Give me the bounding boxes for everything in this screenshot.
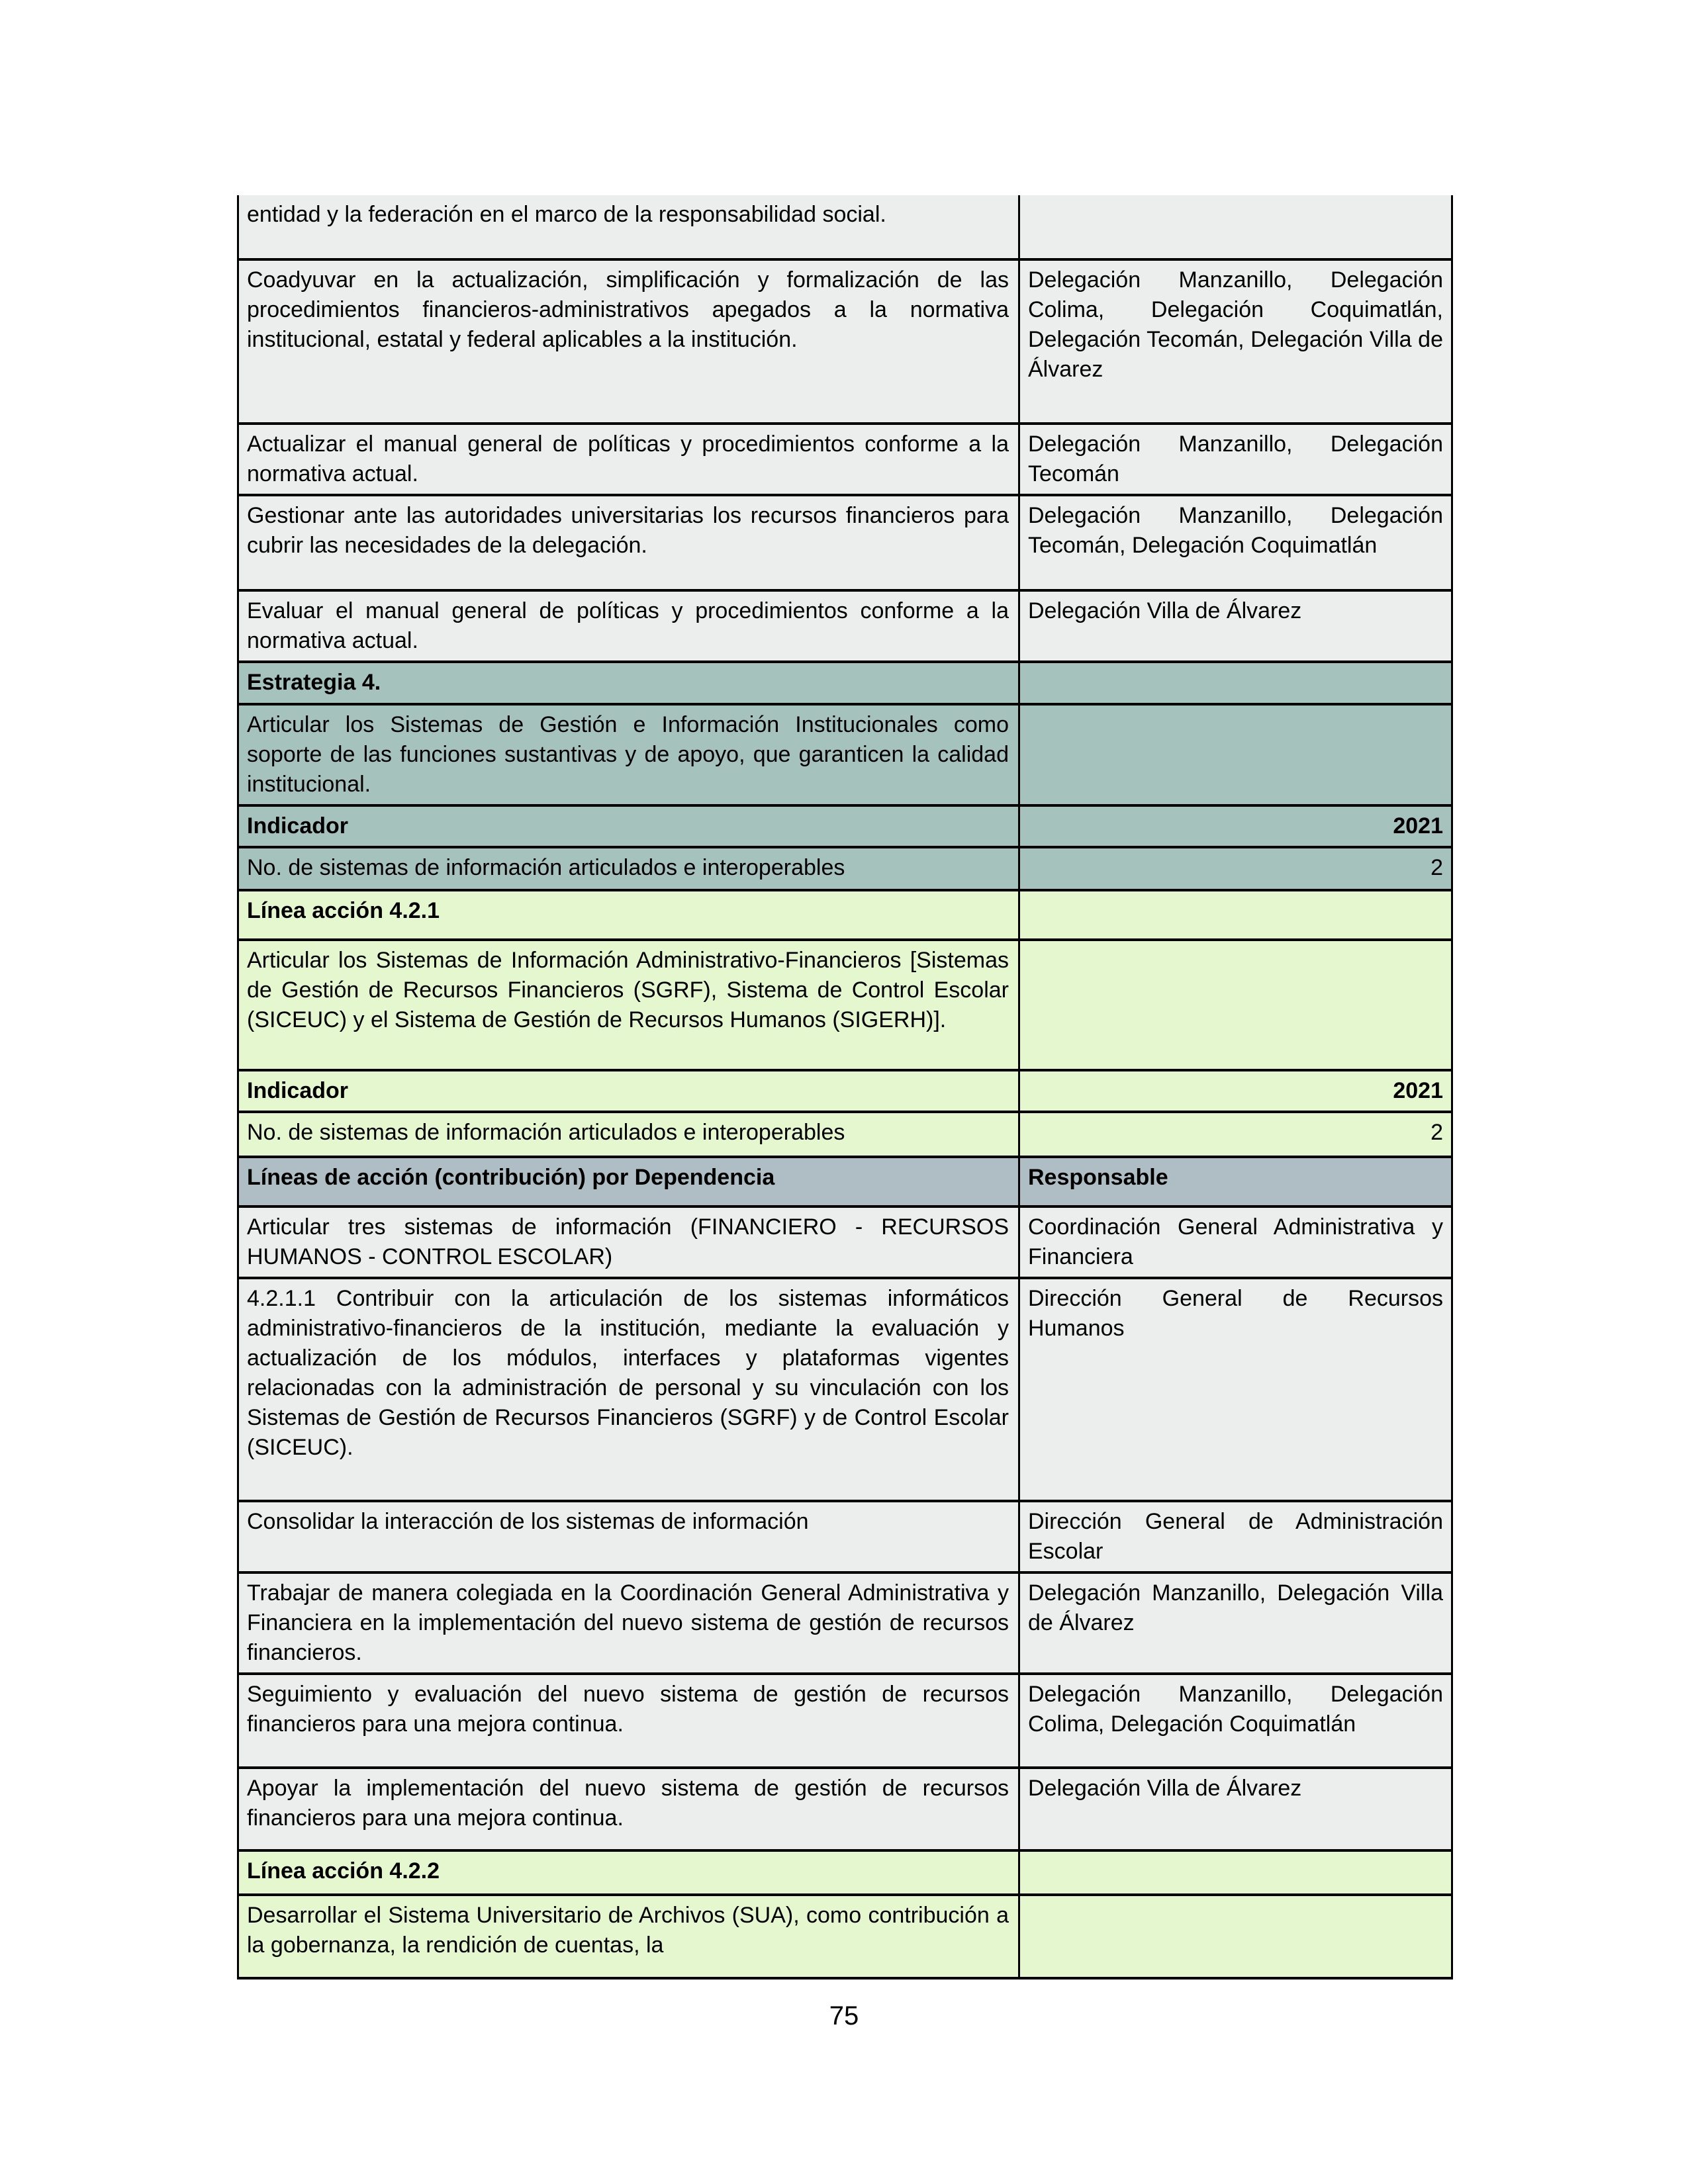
strategy-table (237, 195, 1453, 1979)
action-cell: entidad y la federación en el marco de la responsabilidad social. (239, 195, 1020, 258)
action-cell: Evaluar el manual general de políticas y procedimientos conforme a la normativa actual. (239, 592, 1020, 660)
action-cell: Apoyar la implementación del nuevo sistema de gestión de recursos financieros para una mejora continua. (239, 1769, 1020, 1849)
table-row (239, 1571, 1451, 1672)
responsible-cell (1020, 1852, 1451, 1893)
responsible-cell: Dirección General de Recursos Humanos (1028, 1286, 1443, 1341)
responsible-cell: Dirección General de Administración Escolar (1028, 1509, 1443, 1564)
action-cell: Seguimiento y evaluación del nuevo sistema de gestión de recursos financieros para una mejora continua. (239, 1675, 1020, 1766)
table-row (239, 195, 1451, 258)
action-cell: Articular los Sistemas de Información Administrativo-Financieros [Sistemas de Gestión de Recursos Financieros (SGRF), Sistema de Control Escolar (SICEUC) y el Sistema de Gestión de Recursos Humanos (SIGERH)]. (239, 941, 1020, 1069)
action-cell: Línea acción 4.2.2 (239, 1852, 1020, 1893)
responsible-cell: Delegación Manzanillo, Delegación Tecomán, Delegación Coquimatlán (1028, 503, 1443, 558)
action-cell: Indicador (239, 807, 1020, 846)
table-row (239, 1069, 1451, 1111)
action-cell: Línea acción 4.2.1 (239, 891, 1020, 938)
table-row (239, 1111, 1451, 1156)
responsible-cell: 2 (1430, 1120, 1443, 1145)
action-cell: No. de sistemas de información articulados e interoperables (239, 848, 1020, 889)
action-cell: Articular los Sistemas de Gestión e Información Institucionales como soporte de las funciones sustantivas y de apoyo, que garanticen la calidad institucional. (239, 705, 1020, 804)
table-row (239, 1893, 1451, 1977)
action-cell: Trabajar de manera colegiada en la Coordinación General Administrativa y Financiera en la implementación del nuevo sistema de gestión de recursos financieros. (239, 1574, 1020, 1672)
table-row (239, 660, 1451, 703)
responsible-cell (1020, 1896, 1451, 1977)
action-cell: No. de sistemas de información articulados e interoperables (239, 1113, 1020, 1156)
action-cell: Desarrollar el Sistema Universitario de Archivos (SUA), como contribución a la gobernanza, la rendición de cuentas, la (239, 1896, 1020, 1977)
table-row (239, 1277, 1451, 1500)
action-cell: Coadyuvar en la actualización, simplificación y formalización de las procedimientos financieros-administrativos apegados a la normativa institucional, estatal y federal aplicables a la institución. (239, 261, 1020, 422)
table-row (239, 846, 1451, 889)
table-row (239, 1156, 1451, 1205)
responsible-cell (1020, 705, 1451, 804)
action-cell: Estrategia 4. (239, 663, 1020, 703)
action-cell: Actualizar el manual general de políticas y procedimientos conforme a la normativa actual. (239, 425, 1020, 494)
table-row (239, 1849, 1451, 1893)
responsible-cell (1020, 941, 1451, 1069)
column-header-action: Líneas de acción (contribución) por Dependencia (239, 1158, 1020, 1205)
action-cell: 4.2.1.1 Contribuir con la articulación de los sistemas informáticos administrativo-financieros de la institución, mediante la evaluación y actualización de los módulos, interfaces y plataformas vigentes relacionadas con la administración de personal y su vinculación con los Sistemas de Gestión de Recursos Financieros (SGRF) y de Control Escolar (SICEUC). (239, 1279, 1020, 1500)
responsible-cell: Delegación Manzanillo, Delegación Tecomán (1028, 432, 1443, 486)
table-row (239, 589, 1451, 660)
responsible-cell: 2021 (1393, 813, 1443, 839)
responsible-cell: Delegación Manzanillo, Delegación Colima, Delegación Coquimatlán, Delegación Tecomán, Delegación Villa de Álvarez (1028, 267, 1443, 382)
table-row (239, 494, 1451, 589)
responsible-cell: Delegación Manzanillo, Delegación Colima, Delegación Coquimatlán (1028, 1682, 1443, 1737)
table-row (239, 938, 1451, 1069)
responsible-cell: Coordinación General Administrativa y Financiera (1028, 1214, 1443, 1269)
action-cell: Consolidar la interacción de los sistemas de información (239, 1502, 1020, 1571)
table-row (239, 1205, 1451, 1277)
responsible-cell (1020, 195, 1451, 258)
responsible-cell: 2 (1430, 855, 1443, 880)
table-row (239, 258, 1451, 422)
column-header-responsible: Responsable (1028, 1165, 1168, 1190)
responsible-cell: Delegación Villa de Álvarez (1028, 1776, 1302, 1801)
responsible-cell (1020, 663, 1451, 703)
table-row (239, 804, 1451, 846)
responsible-cell: Delegación Villa de Álvarez (1028, 598, 1302, 623)
table-row (239, 422, 1451, 494)
responsible-cell (1020, 891, 1451, 938)
action-cell: Articular tres sistemas de información (FINANCIERO - RECURSOS HUMANOS - CONTROL ESCOLAR) (239, 1208, 1020, 1277)
table-row (239, 1672, 1451, 1766)
table-row (239, 1766, 1451, 1849)
action-cell: Gestionar ante las autoridades universitarias los recursos financieros para cubrir las necesidades de la delegación. (239, 496, 1020, 589)
page-number: 75 (829, 2001, 859, 2030)
table-row (239, 703, 1451, 804)
responsible-cell: 2021 (1393, 1078, 1443, 1103)
table-row (239, 889, 1451, 938)
action-cell: Indicador (239, 1071, 1020, 1111)
responsible-cell: Delegación Manzanillo, Delegación Villa de Álvarez (1028, 1580, 1443, 1635)
table-row (239, 1500, 1451, 1571)
